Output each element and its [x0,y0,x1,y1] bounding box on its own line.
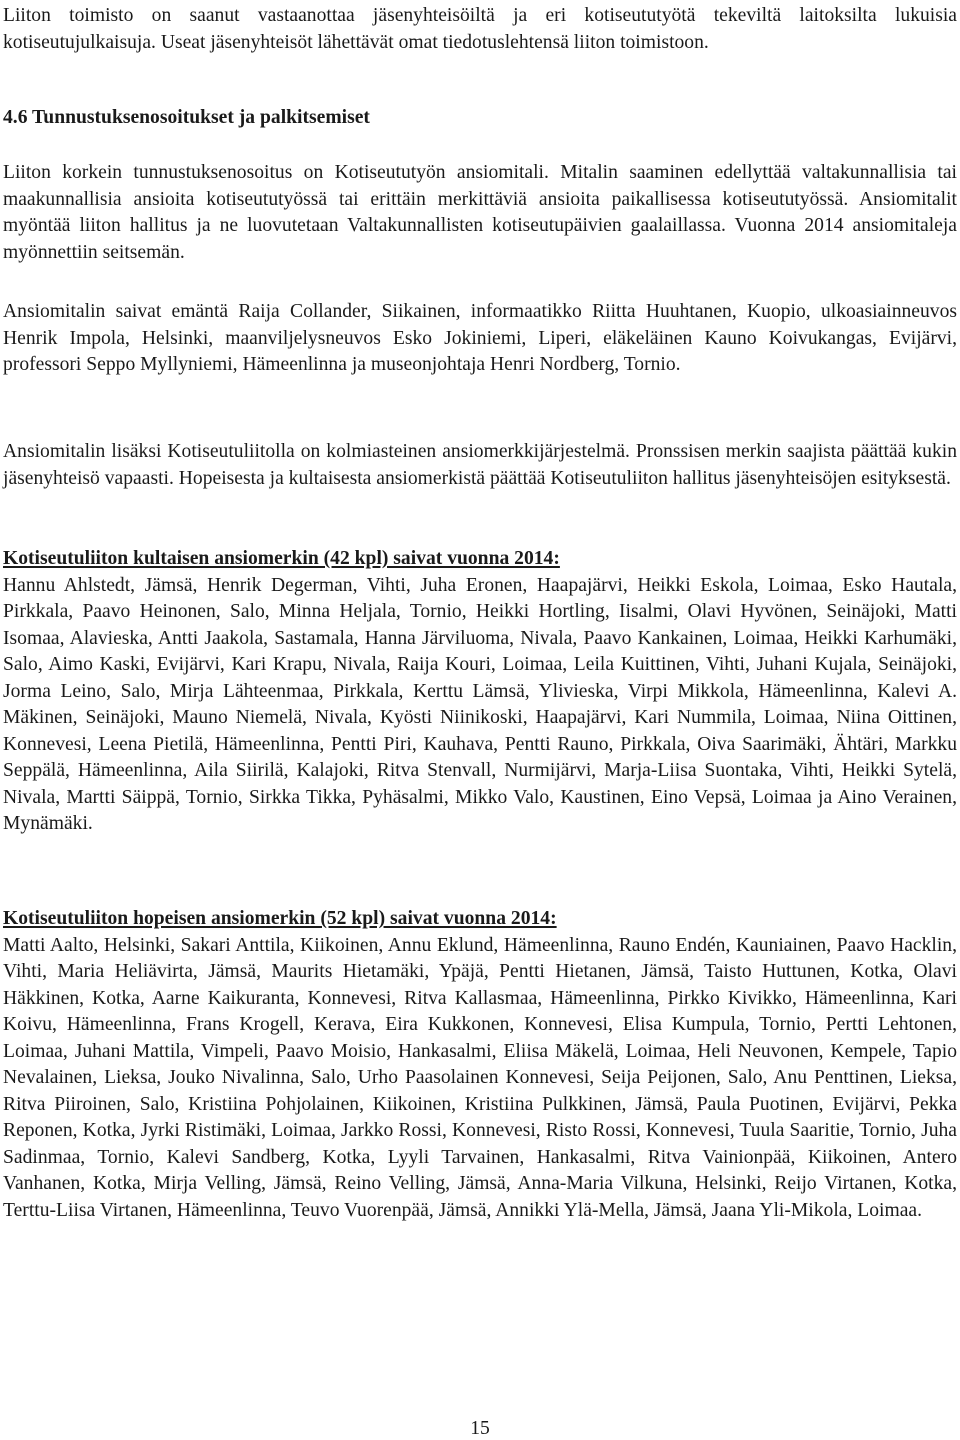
silver-badge-recipients: Matti Aalto, Helsinki, Sakari Anttila, Kiikoinen, Annu Eklund, Hämeenlinna, Rauno Endén, Kauniainen, Paavo Hacklin, Vihti, Maria Heliävirta, Jämsä, Maurits Hietamäki, Ypäjä, Pentti Hietanen, Jämsä, Taisto Huttunen, Kotka, Olavi Häkkinen, Kotka, Aarne Kaikuranta, Konnevesi, Ritva Kallasmaa, Hämeenlinna, Pirkko Kivikko, Hämeenlinna, Kari Koivu, Hämeenlinna, Frans Krogell, Kerava, Eira Kukkonen, Konnevesi, Elisa Kumpula, Tornio, Pertti Lehtonen, Loimaa, Juhani Mattila, Vimpeli, Paavo Moisio, Hankasalmi, Eliisa Mäkelä, Loimaa, Heli Neuvonen, Kempele, Tapio Nevalainen, Lieksa, Jouko Nivalinna, Salo, Urho Paasolainen Konnevesi, Seija Peijonen, Salo, Anu Penttinen, Lieksa, Ritva Piiroinen, Salo, Kristiina Pohjolainen, Kiikoinen, Kristiina Pulkkinen, Jämsä, Paula Puotinen, Evijärvi, Pekka Reponen, Kotka, Jyrki Ristimäki, Loimaa, Jarkko Rossi, Konnevesi, Risto Rossi, Konnevesi, Tuula Saaritie, Tornio, Juha Sadinmaa, Tornio, Kalevi Sandberg, Kotka, Lyyli Tarvainen, Hankasalmi, Ritva Vainionpää, Kiikoinen, Antero Vanhanen, Kotka, Mirja Velling, Jämsä, Reino Velling, Jämsä, Anna-Maria Vilkuna, Helsinki, Reijo Virtanen, Kotka, Terttu-Liisa Virtanen, Hämeenlinna, Teuvo Vuorenpää, Jämsä, Annikki Ylä-Mella, Jämsä, Jaana Yli-Mikola, Loimaa. [3,934,957,1221]
gold-badge-recipients: Hannu Ahlstedt, Jämsä, Henrik Degerman, Vihti, Juha Eronen, Haapajärvi, Heikki Eskola, Loimaa, Esko Hautala, Pirkkala, Paavo Heinonen, Salo, Minna Heljala, Tornio, Heikki Hortling, Iisalmi, Olavi Hyvönen, Seinäjoki, Matti Isomaa, Alavieska, Antti Jaakola, Sastamala, Hanna Järviluoma, Nivala, Paavo Kankainen, Loimaa, Heikki Karhumäki, Salo, Aimo Kaski, Evijärvi, Kari Krapu, Nivala, Raija Kouri, Loimaa, Leila Kuittinen, Vihti, Juhani Kujala, Seinäjoki, Jorma Leino, Salo, Mirja Lähteenmaa, Pirkkala, Kerttu Lämsä, Ylivieska, Virpi Mikkola, Hämeenlinna, Kalevi A. Mäkinen, Seinäjoki, Mauno Niemelä, Nivala, Kyösti Niinikoski, Haapajärvi, Kari Nummila, Loimaa, Niina Oittinen, Konnevesi, Leena Pietilä, Hämeenlinna, Pentti Piri, Kauhava, Pentti Rauno, Pirkkala, Oiva Saarimäki, Ähtäri, Markku Seppälä, Hämeenlinna, Aila Siirilä, Kalajoki, Ritva Stenvall, Nurmijärvi, Marja-Liisa Suontaka, Vihti, Heikki Sytelä, Nivala, Martti Säippä, Tornio, Sirkka Tikka, Pyhäsalmi, Mikko Valo, Kaustinen, Eino Vepsä, Loimaa ja Aino Verainen, Mynämäki. [3,574,957,834]
badge-system-paragraph: Ansiomitalin lisäksi Kotiseutuliitolla on kolmiasteinen ansiomerkkijärjestelmä. Pronssisen merkin saajista päättää kukin jäsenyhteisö vapaasti. Hopeisesta ja kultaisesta ansiomerkistä päättää Kotiseutuliiton hallitus jäsenyhteisöjen esityksestä. [3,441,957,489]
silver-badge-section [3,906,957,1224]
silver-badge-heading: Kotiseutuliiton hopeisen ansiomerkin (52 kpl) saivat vuonna 2014: [3,908,557,929]
gold-badge-heading: Kotiseutuliiton kultaisen ansiomerkin (42 kpl) saivat vuonna 2014: [3,548,560,569]
medal-recipients-paragraph: Ansiomitalin saivat emäntä Raija Collander, Siikainen, informaatikko Riitta Huuhtanen, Kuopio, ulkoasiainneuvos Henrik Impola, Helsinki, maanviljelysneuvos Esko Jokiniemi, Liperi, eläkeläinen Kauno Koivukangas, Evijärvi, professori Seppo Myllyniemi, Hämeenlinna ja museonjohtaja Henri Nordberg, Tornio. [3,301,957,375]
section-heading: 4.6 Tunnustuksenosoitukset ja palkitsemiset [3,107,370,128]
gold-badge-section [3,546,957,838]
medal-paragraph: Liiton korkein tunnustuksenosoitus on Kotiseututyön ansiomitali. Mitalin saaminen edellyttää valtakunnallisia tai maakunnallisia ansioita kotiseututyössä tai erittäin merkittäviä ansioita paikallisessa kotiseututyössä. Ansiomitalit myöntää liiton hallitus ja ne luovutetaan Valtakunnallisten kotiseutupäivien gaalaillassa. Vuonna 2014 ansiomitaleja myönnettiin seitsemän. [3,162,957,263]
page-number: 15 [470,1418,490,1439]
intro-paragraph: Liiton toimisto on saanut vastaanottaa jäsenyhteisöiltä ja eri kotiseututyötä tekeviltä laitoksilta lukuisia kotiseutujulkaisuja. Useat jäsenyhteisöt lähettävät omat tiedotuslehtensä liiton toimistoon. [3,5,957,53]
